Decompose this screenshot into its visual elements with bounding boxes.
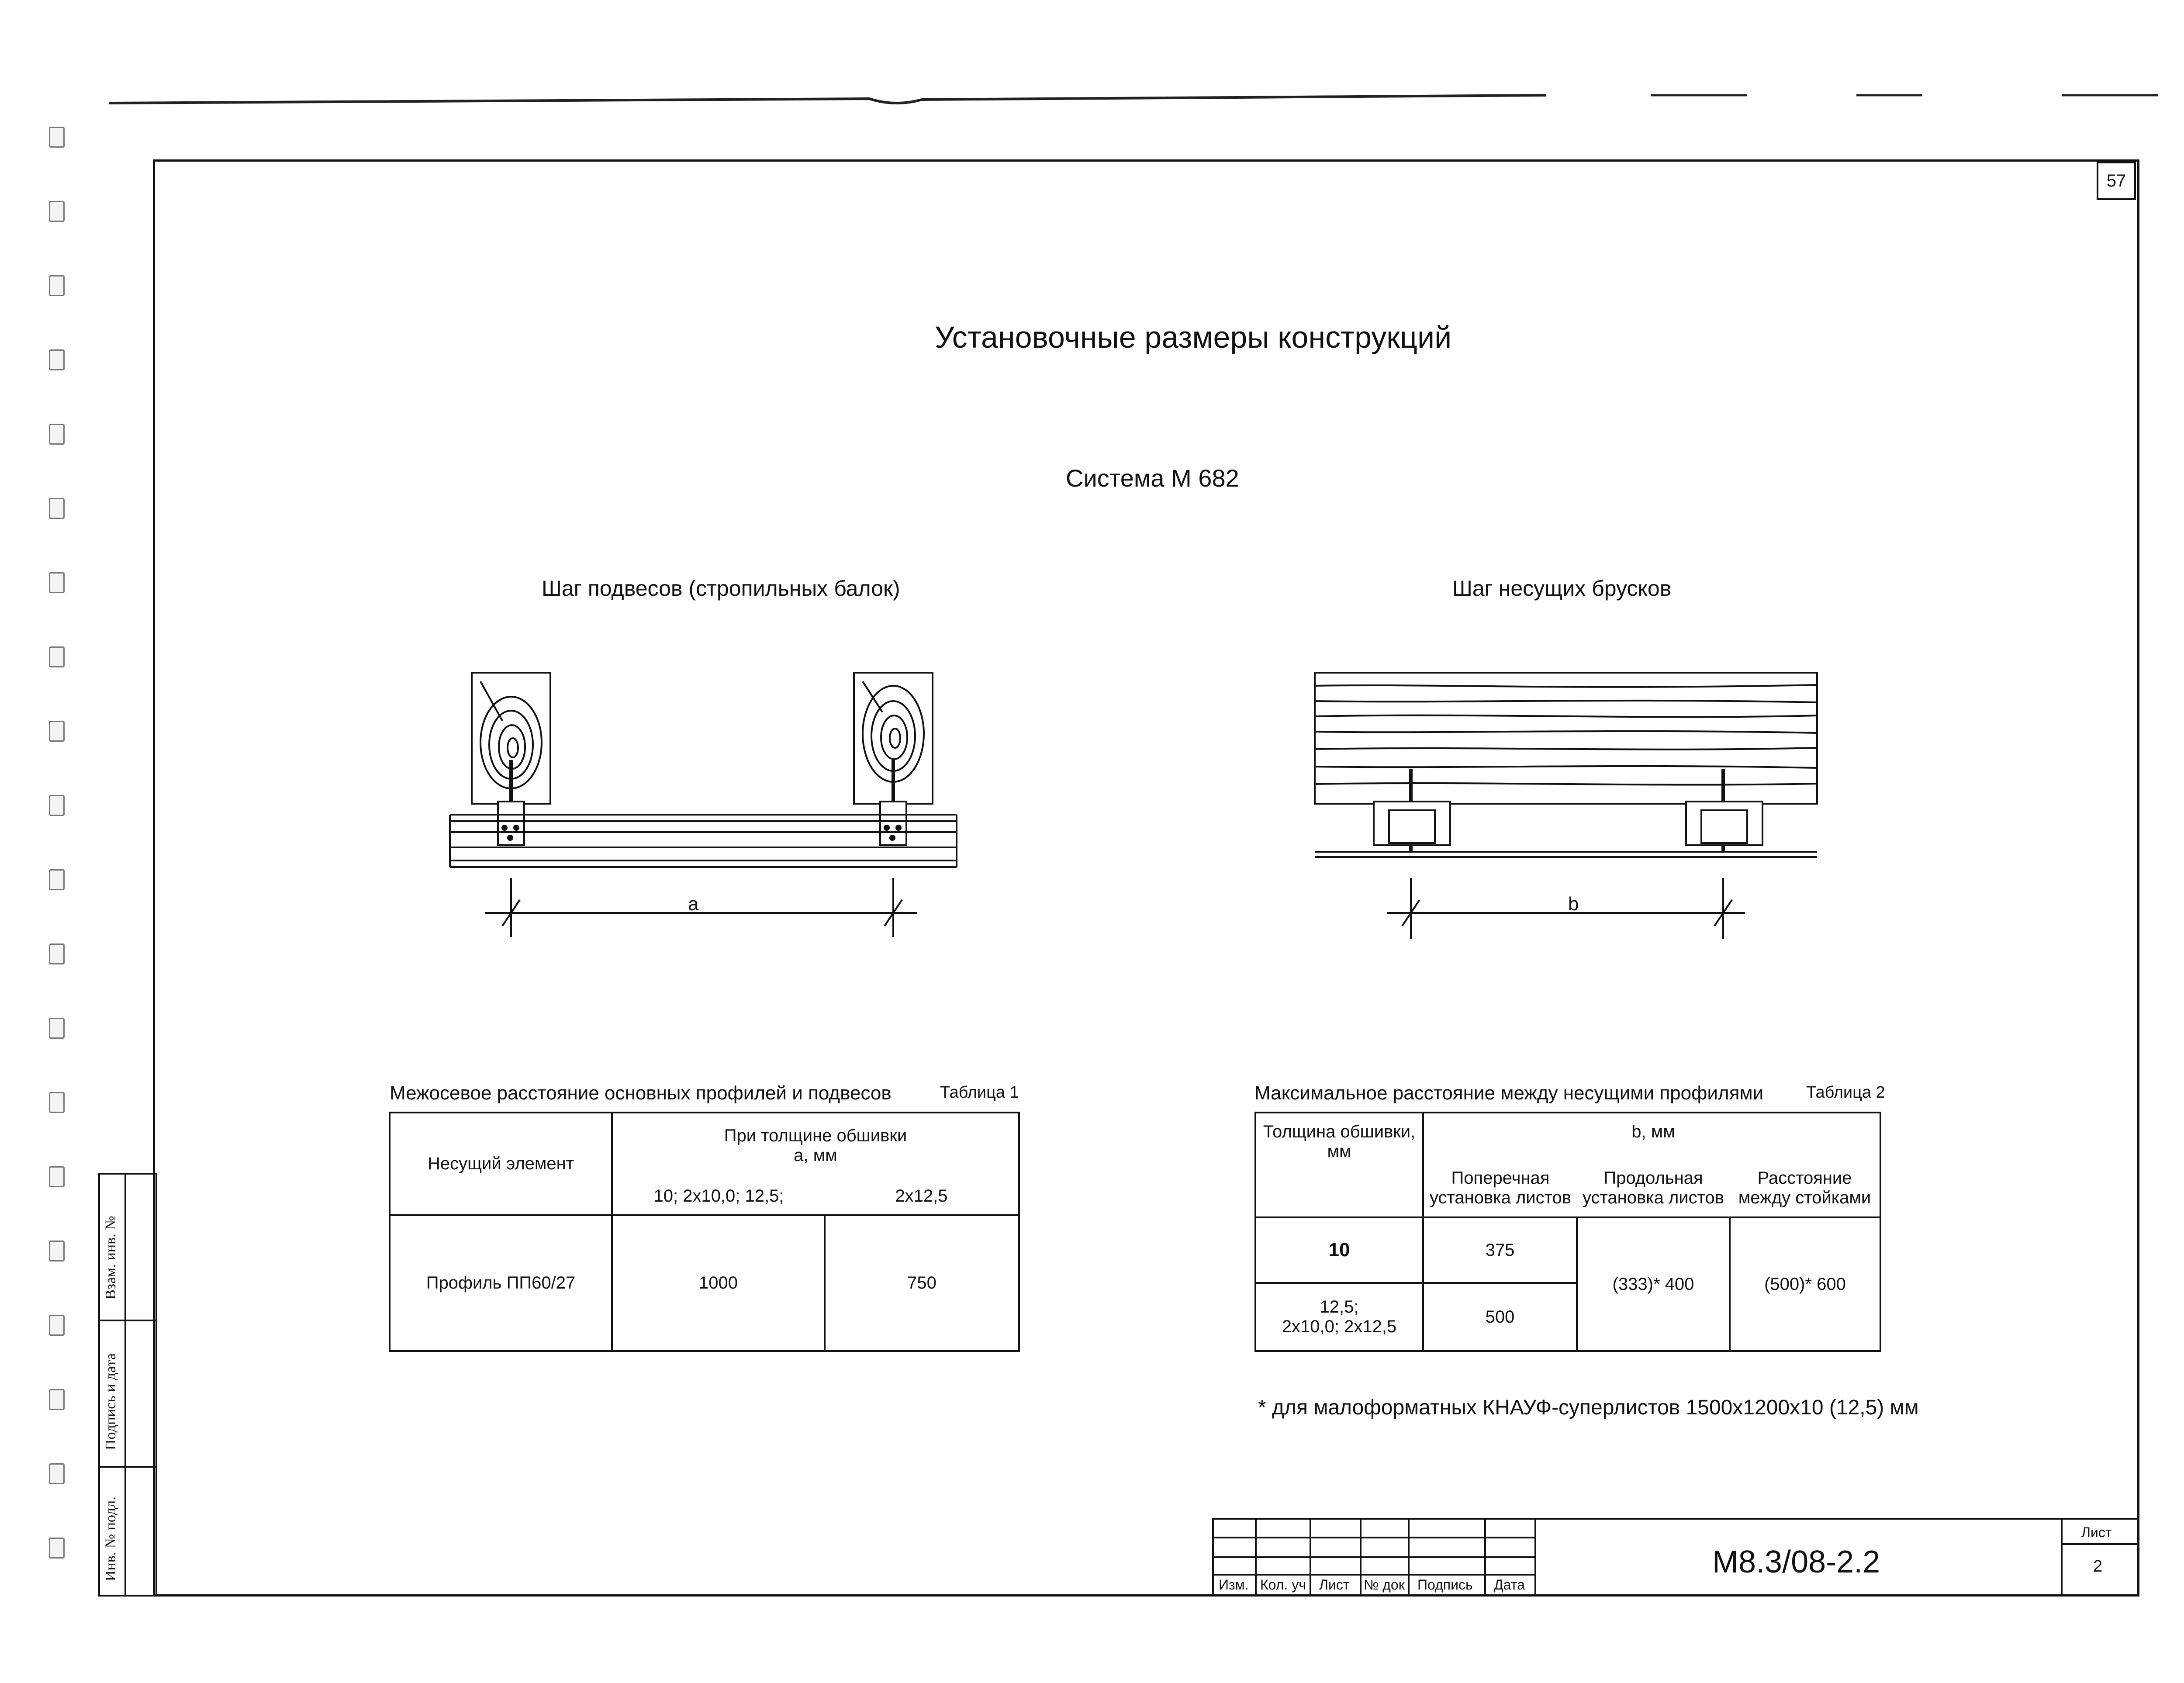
footnote: * для малоформатных КНАУФ-суперлистов 1500х1200х10 (12,5) мм [1258, 1396, 1919, 1419]
page-title: Установочные размеры конструкций [935, 320, 1452, 354]
table2-col2 [1577, 1113, 1730, 1217]
table1-col-b: 2х12,5 [825, 1178, 1019, 1215]
table1-number: Таблица 1 [940, 1083, 1019, 1102]
title-block-kol: Кол. уч [1260, 1577, 1306, 1593]
batten-spacing-drawing [1302, 660, 1843, 965]
title-block-sheet-label: Лист [2081, 1524, 2112, 1540]
table1-header-unit: а, мм [794, 1146, 837, 1165]
table2-stud-value: (500)* 600 [1730, 1217, 1880, 1351]
title-block-podpis: Подпись [1417, 1577, 1473, 1593]
title-block-list: Лист [1319, 1577, 1350, 1593]
binder-hole [49, 1463, 65, 1484]
binder-hole [49, 869, 65, 890]
table2-header-thickness-line: Толщина обшивки, [1263, 1122, 1416, 1141]
table2-row1-thickness: 10 [1255, 1217, 1423, 1283]
title-block-sheet-number: 2 [2093, 1557, 2103, 1576]
table2-col2-line2: установка листов [1582, 1188, 1724, 1207]
binder-hole [49, 275, 65, 296]
side-stamp-vzam-label: Взам. инв. № [103, 1216, 119, 1299]
table2-row2-value: 500 [1423, 1283, 1577, 1351]
document-code: М8.3/08-2.2 [1712, 1545, 1880, 1579]
table2-longitudinal-value: (333)* 400 [1577, 1217, 1730, 1351]
table2-header-b: b, мм [1631, 1122, 1675, 1141]
side-stamp-podpis-label: Подпись и дата [103, 1353, 119, 1450]
binder-hole [49, 498, 65, 519]
table2 [1254, 1112, 1881, 1352]
table1-header-element-text: Несущий элемент [427, 1154, 574, 1173]
table1-row-a: 1000 [612, 1215, 825, 1351]
binder-hole [49, 795, 65, 816]
dimension-a-label: a [688, 893, 699, 915]
binder-hole [49, 943, 65, 964]
table2-row2-thickness [1255, 1283, 1423, 1351]
title-block-grid [1212, 1518, 2139, 1597]
table2-caption: Максимальное расстояние между несущими профилями [1254, 1082, 1764, 1104]
side-stamp-inv-label: Инв. № подл. [103, 1496, 119, 1581]
table2-header-thickness-unit: мм [1327, 1142, 1351, 1161]
binder-hole [49, 201, 65, 222]
sheet-corner-number: 57 [2097, 162, 2136, 200]
table2-col1-line1: Поперечная [1451, 1168, 1550, 1188]
table1-header-thickness-line: При толщине обшивки [724, 1126, 907, 1145]
table2-header-thickness [1255, 1113, 1423, 1217]
binder-hole [49, 1092, 65, 1113]
binder-hole [49, 721, 65, 742]
table2-col1 [1423, 1113, 1577, 1217]
table2-number: Таблица 2 [1806, 1083, 1885, 1102]
system-subtitle: Система М 682 [1066, 464, 1239, 492]
dimension-b-label: b [1568, 893, 1579, 915]
binder-hole [49, 1315, 65, 1336]
binder-hole [49, 1538, 65, 1559]
scan-top-edge [0, 0, 2184, 131]
table1-header-thickness [612, 1113, 1019, 1178]
table2-row2-thickness-line1: 12,5; [1320, 1297, 1359, 1317]
binder-hole [49, 1241, 65, 1261]
binder-hole [49, 646, 65, 667]
table2-col3 [1730, 1113, 1880, 1217]
table1-row-label: Профиль ПП60/27 [390, 1215, 612, 1351]
hanger-spacing-drawing [437, 655, 983, 961]
left-drawing-caption: Шаг подвесов (стропильных балок) [542, 576, 900, 601]
title-block-data: Дата [1494, 1577, 1525, 1593]
table1-header-element [390, 1113, 612, 1215]
right-drawing-caption: Шаг несущих брусков [1452, 576, 1672, 601]
table1-row-b: 750 [825, 1215, 1019, 1351]
table1 [389, 1112, 1020, 1352]
table2-col3-line1: Расстояние [1757, 1168, 1852, 1188]
binder-hole [49, 1389, 65, 1410]
table2-row2-thickness-line2: 2х10,0; 2х12,5 [1282, 1317, 1397, 1336]
table2-col1-line2: установка листов [1429, 1188, 1572, 1207]
binder-hole [49, 424, 65, 445]
table1-col-a: 10; 2х10,0; 12,5; [612, 1178, 825, 1215]
title-block-izm: Изм. [1219, 1577, 1249, 1593]
binder-hole [49, 1018, 65, 1039]
table2-row1-value: 375 [1423, 1217, 1577, 1283]
title-block-ndoc: № док [1364, 1577, 1405, 1593]
table1-caption: Межосевое расстояние основных профилей и подвесов [390, 1082, 892, 1104]
binder-hole [49, 349, 65, 370]
binder-hole [49, 572, 65, 593]
table2-col2-line1: Продольная [1603, 1168, 1703, 1188]
binder-hole [49, 1166, 65, 1187]
table2-col3-line2: между стойками [1738, 1188, 1871, 1207]
